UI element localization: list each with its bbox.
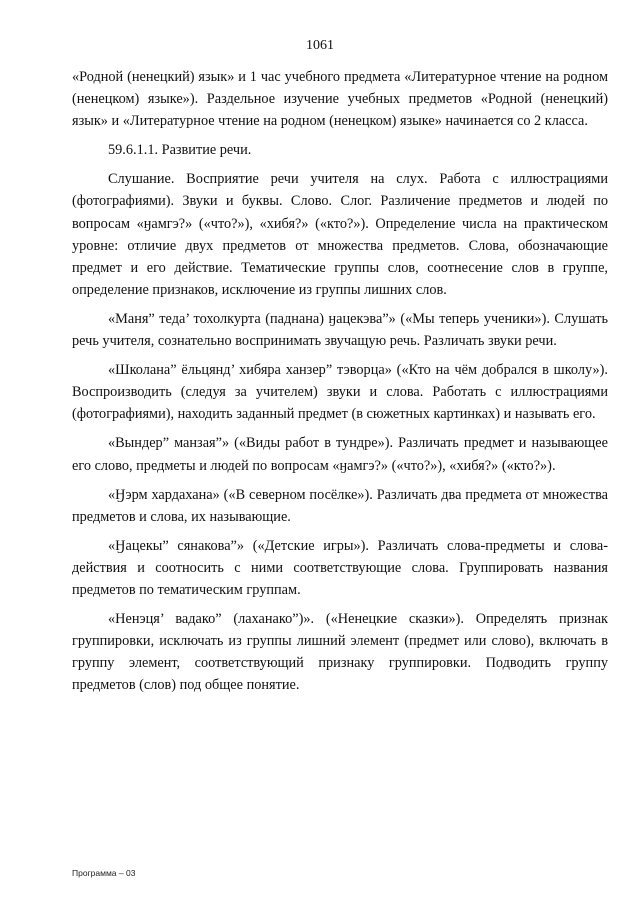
paragraph-topic-nenets-tales: «Ненэця’ вадако” (лаханако”)». («Ненецкие сказки»). Определять признак группировки, исключать из группы лишний элемент (предмет или слово), включать в группу элемент, соответствующий признаку группировки. Подводить группу предметов (слов) под общее понятие. <box>72 611 608 694</box>
page-number: 1061 <box>306 38 334 53</box>
paragraph-topic-students: «Маня” теда’ тохолкурта (паднана) ӈацекэва”» («Мы теперь ученики»). Слушать речь учителя, сознательно воспринимать звучащую речь. Различать звуки речи. <box>72 310 608 350</box>
paragraph-topic-school: «Школана” ёльцянд’ хибяра ханзер” тэворца» («Кто на чём добрался в школу»). Воспроизводить (следуя за учителем) звуки и слова. Работать с иллюстрациями (фотографиями), находить заданный предмет (в сюжетных картинках) и называть его. <box>72 362 608 423</box>
footer-program-label: Программа – 03 <box>72 868 136 878</box>
paragraph-listening: Слушание. Восприятие речи учителя на слух. Работа с иллюстрациями (фотографиями). Звуки и буквы. Слово. Слог. Различение предметов и людей по вопросам «ӈамгэ?» («что?»), «хибя?» («кто?»). Определение числа на практическом уровне: отличие двух предметов от множества предметов. Слова, обозначающие предмет и его действие. Тематические группы слов, соотнесение слов в группе, определение признаков, исключение из группы лишних слов. <box>72 171 608 298</box>
paragraph-continuation: «Родной (ненецкий) язык» и 1 час учебного предмета «Литературное чтение на родном (ненецком) языке»). Раздельное изучение учебных предметов «Родной (ненецкий) язык» и «Литературное чтение на родном (ненецком) языке» начинается со 2 класса. <box>72 69 608 130</box>
paragraph-topic-childrens-games: «Ӈацекы” сянакова”» («Детские игры»). Различать слова-предметы и слова-действия и соотносить с ними соответствующие слова. Группировать названия предметов по тематическим группам. <box>72 537 608 598</box>
paragraph-topic-tundra-work: «Вындер” манзая”» («Виды работ в тундре»). Различать предмет и называющее его слово, предметы и людей по вопросам «ӈамгэ?» («что?»), «хибя?» («кто?»). <box>72 435 608 474</box>
section-heading: 59.6.1.1. Развитие речи. <box>108 142 252 159</box>
paragraph-topic-northern-village: «Ӈэрм хардахана» («В северном посёлке»). Различать два предмета от множества предметов и слова, их называющие. <box>72 486 608 525</box>
document-body <box>72 66 608 696</box>
